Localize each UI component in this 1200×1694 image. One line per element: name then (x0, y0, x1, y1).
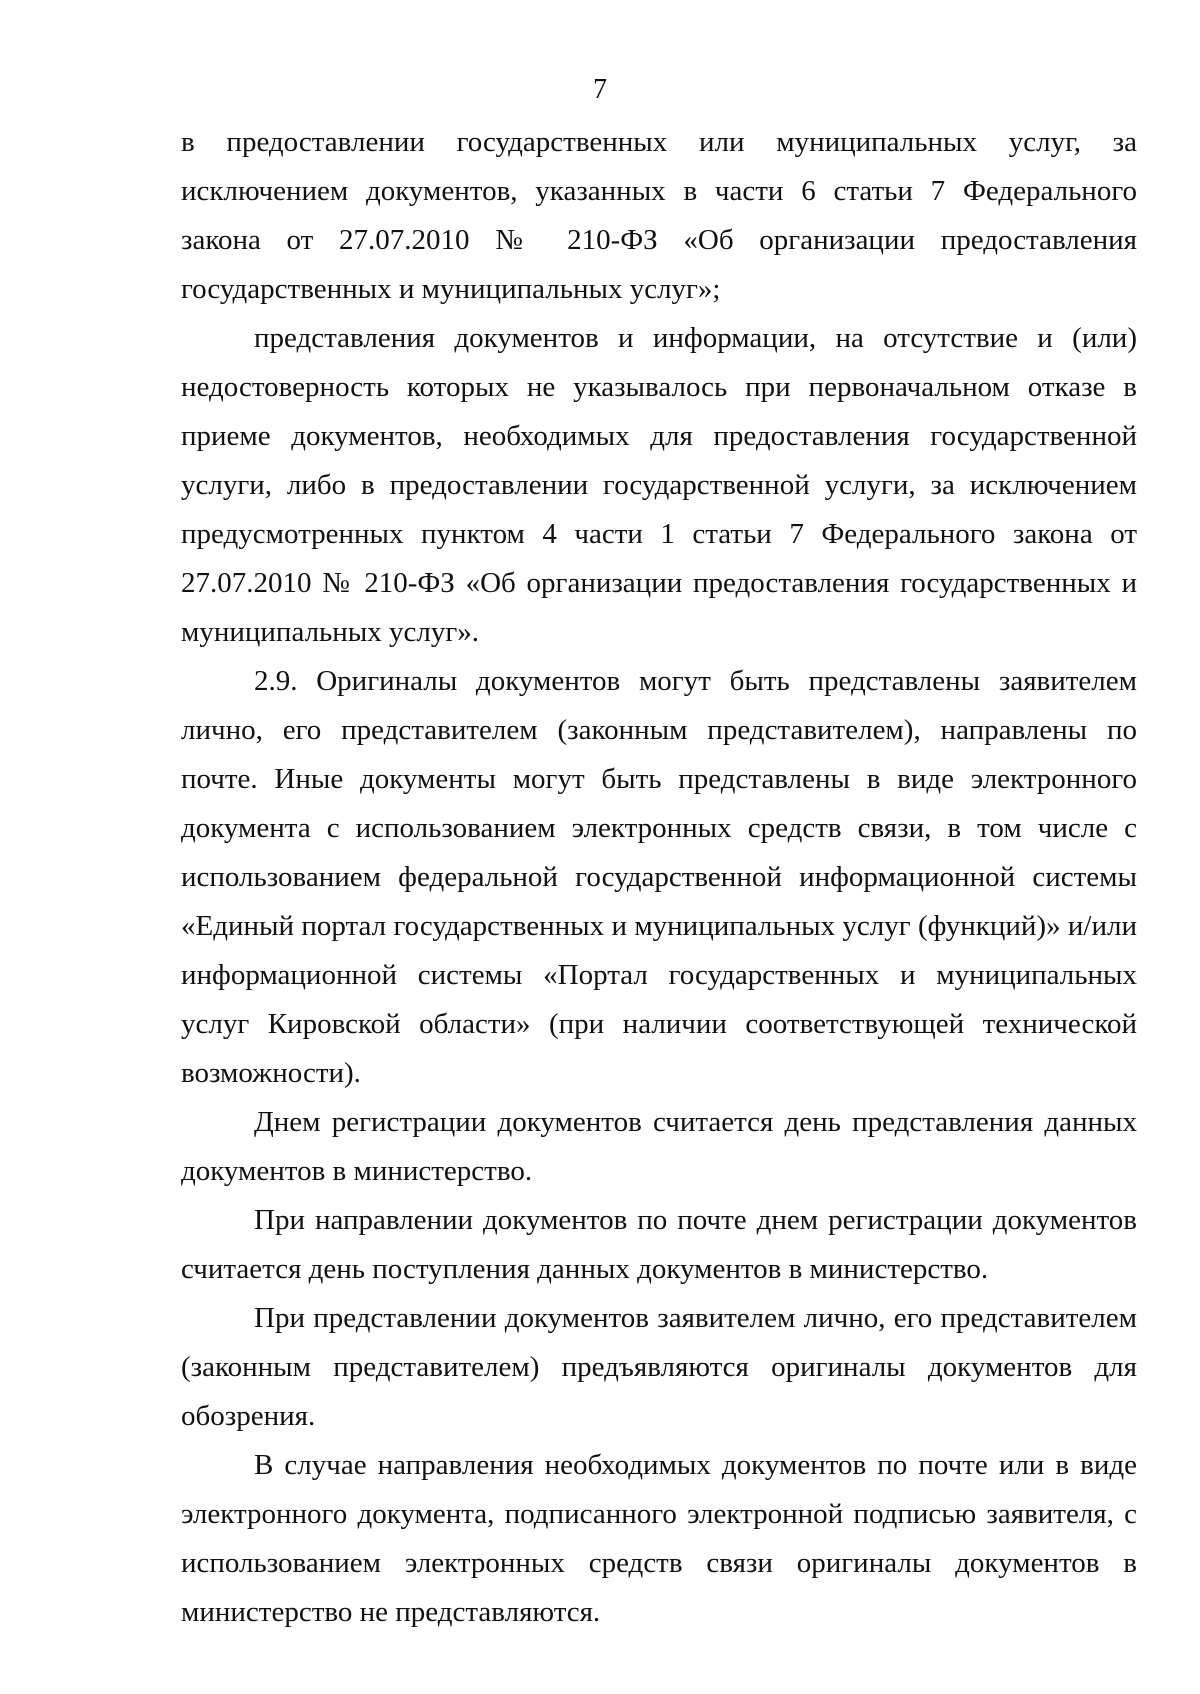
paragraph-continuation: в предоставлении государственных или муниципальных услуг, за исключением документов, указанных в части 6 статьи 7 Федерального закона от 27.07.2010 № 210-ФЗ «Об организации предоставления государственных и муниципальных услуг»; (181, 126, 1137, 305)
paragraph-no-originals: В случае направления необходимых документов по почте или в виде электронного документа, подписанного электронной подписью заявителя, с использованием электронных средств связи оригиналы документов в министерство не представляются. (181, 1449, 1137, 1628)
page-number: 7 (593, 74, 607, 105)
document-body (181, 118, 1137, 1637)
paragraph-document-presentation: представления документов и информации, на отсутствие и (или) недостоверность которых не указывалось при первоначальном отказе в приеме документов, необходимых для предоставления государственной услуги, либо в предоставлении государственной услуги, за исключением предусмотренных пунктом 4 части 1 статьи 7 Федерального закона от 27.07.2010 № 210-ФЗ «Об организации предоставления государственных и муниципальных услуг». (181, 322, 1137, 648)
paragraph-originals-review: При представлении документов заявителем лично, его представителем (законным представителем) предъявляются оригиналы документов для обозрения. (181, 1302, 1137, 1432)
paragraph-section-2-9: 2.9. Оригиналы документов могут быть представлены заявителем лично, его представителем (законным представителем), направлены по почте. Иные документы могут быть представлены в виде электронного документа с использованием электронных средств связи, в том числе с использованием федеральной государственной информационной системы «Единый портал государственных и муниципальных услуг (функций)» и/или информационной системы «Портал государственных и муниципальных услуг Кировской области» (при наличии соответствующей технической возможности). (181, 665, 1137, 1089)
paragraph-registration-day: Днем регистрации документов считается день представления данных документов в министерство. (181, 1106, 1137, 1187)
paragraph-postal-registration: При направлении документов по почте днем регистрации документов считается день поступления данных документов в министерство. (181, 1204, 1137, 1285)
